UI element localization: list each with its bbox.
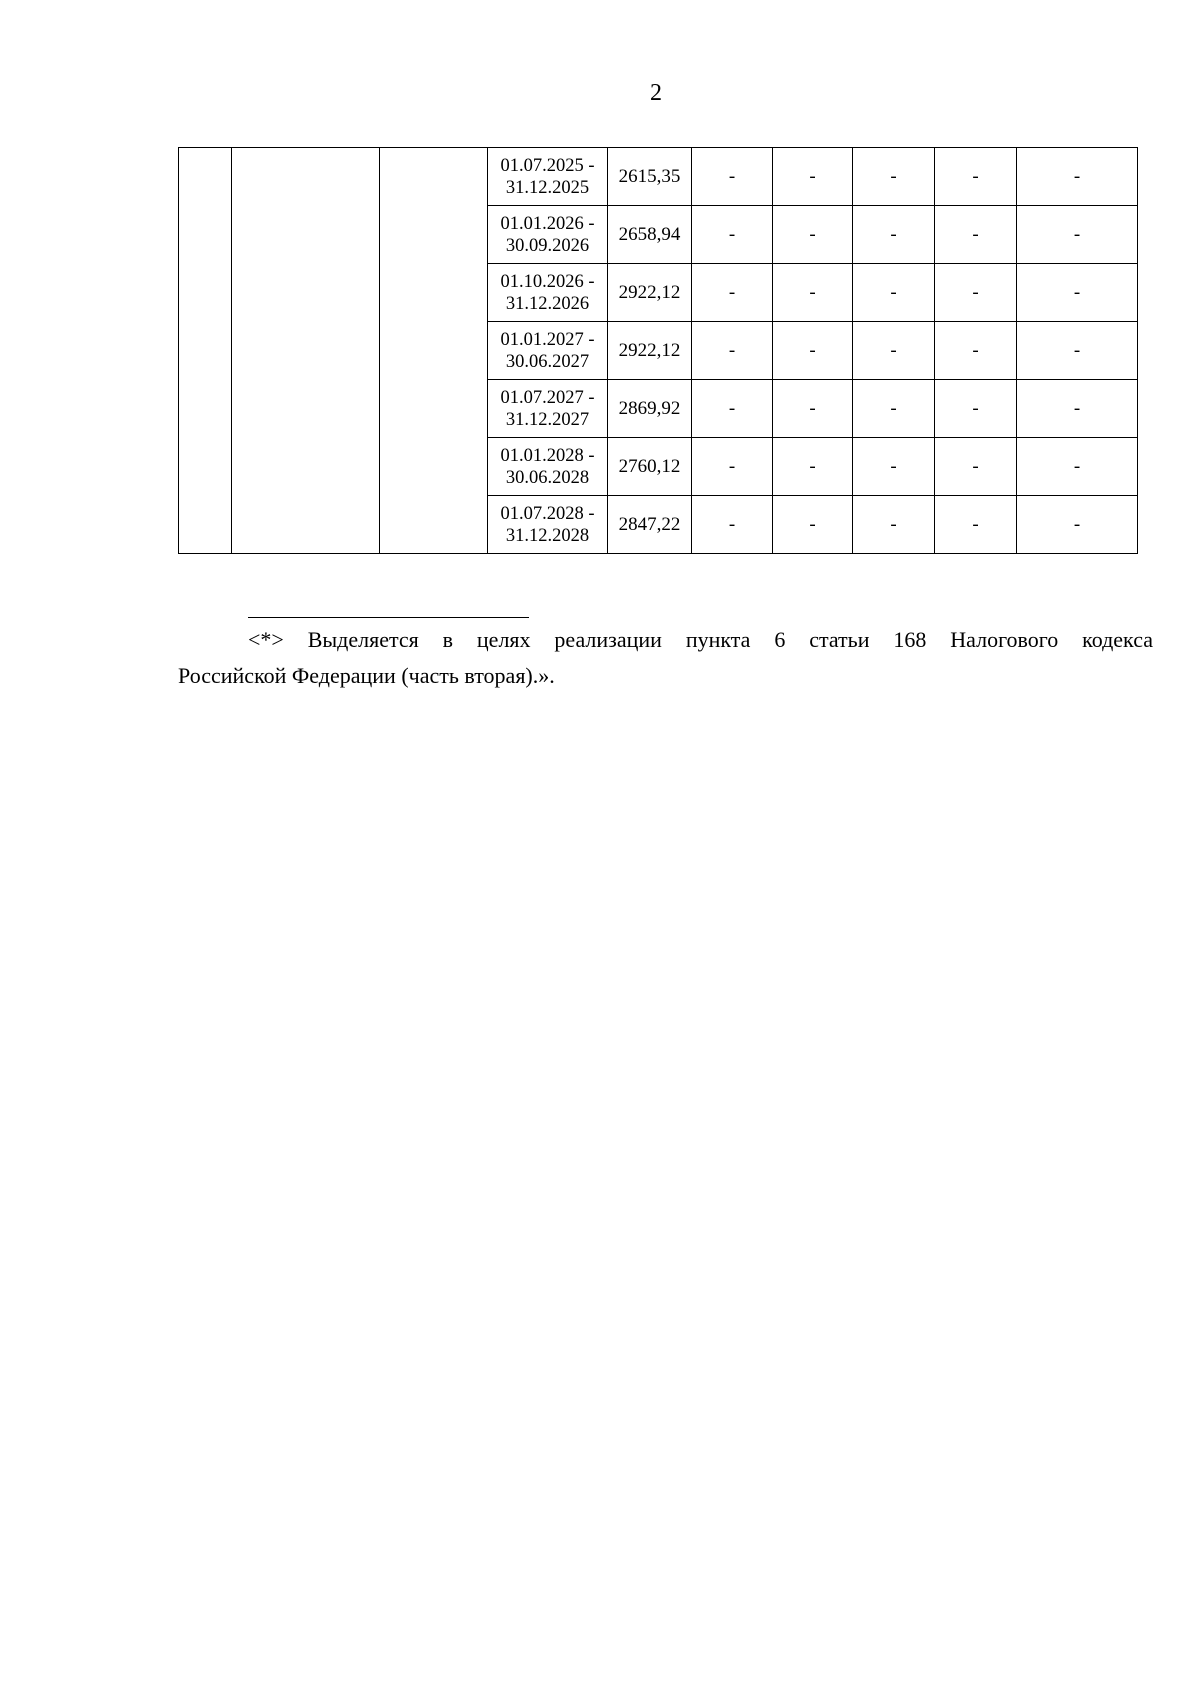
period-cell	[488, 496, 608, 554]
period-start: 01.01.2027 -	[500, 329, 595, 350]
dash-cell: -	[935, 206, 1017, 264]
dash-cell: -	[1017, 206, 1138, 264]
period-start: 01.01.2028 -	[500, 445, 595, 466]
table-row	[179, 148, 1138, 206]
dash-cell: -	[773, 264, 853, 322]
period-cell	[488, 206, 608, 264]
dash-cell: -	[1017, 264, 1138, 322]
dash-cell: -	[853, 264, 935, 322]
dash-cell: -	[853, 496, 935, 554]
merged-empty-cell	[380, 148, 488, 554]
merged-empty-cell	[232, 148, 380, 554]
dash-cell: -	[1017, 322, 1138, 380]
period-end: 31.12.2026	[505, 293, 590, 314]
value-cell: 2847,22	[608, 496, 692, 554]
dash-cell: -	[773, 438, 853, 496]
dash-cell: -	[773, 496, 853, 554]
footnote	[178, 622, 1153, 694]
dash-cell: -	[935, 496, 1017, 554]
period-start: 01.07.2027 -	[500, 387, 595, 408]
value-cell: 2760,12	[608, 438, 692, 496]
value-cell: 2658,94	[608, 206, 692, 264]
footnote-line-2: Российской Федерации (часть вторая).».	[178, 663, 555, 688]
value-cell: 2869,92	[608, 380, 692, 438]
dash-cell: -	[935, 438, 1017, 496]
dash-cell: -	[935, 322, 1017, 380]
period-cell	[488, 148, 608, 206]
period-end: 30.09.2026	[505, 235, 590, 256]
dash-cell: -	[692, 496, 773, 554]
period-end: 30.06.2028	[505, 467, 590, 488]
merged-empty-cell	[179, 148, 232, 554]
period-end: 30.06.2027	[505, 351, 590, 372]
dash-cell: -	[853, 380, 935, 438]
period-end: 31.12.2025	[505, 177, 590, 198]
period-start: 01.07.2028 -	[500, 503, 595, 524]
period-start: 01.10.2026 -	[500, 271, 595, 292]
dash-cell: -	[773, 206, 853, 264]
dash-cell: -	[692, 206, 773, 264]
dash-cell: -	[692, 264, 773, 322]
dash-cell: -	[853, 206, 935, 264]
footnote-separator	[248, 617, 529, 618]
value-cell: 2922,12	[608, 264, 692, 322]
dash-cell: -	[692, 148, 773, 206]
period-end: 31.12.2027	[505, 409, 590, 430]
period-cell	[488, 438, 608, 496]
dash-cell: -	[1017, 380, 1138, 438]
dash-cell: -	[935, 148, 1017, 206]
dash-cell: -	[935, 380, 1017, 438]
dash-cell: -	[1017, 438, 1138, 496]
period-start: 01.01.2026 -	[500, 213, 595, 234]
dash-cell: -	[692, 322, 773, 380]
dash-cell: -	[773, 380, 853, 438]
footnote-line-1: <*> Выделяется в целях реализации пункта 6 статьи 168 Налогового кодекса	[248, 627, 1153, 652]
tariff-table	[178, 147, 1138, 554]
dash-cell: -	[935, 264, 1017, 322]
dash-cell: -	[692, 380, 773, 438]
page-number: 2	[650, 80, 662, 106]
dash-cell: -	[692, 438, 773, 496]
period-cell	[488, 264, 608, 322]
period-cell	[488, 380, 608, 438]
dash-cell: -	[1017, 148, 1138, 206]
value-cell: 2615,35	[608, 148, 692, 206]
period-start: 01.07.2025 -	[500, 155, 595, 176]
dash-cell: -	[773, 322, 853, 380]
dash-cell: -	[853, 148, 935, 206]
dash-cell: -	[1017, 496, 1138, 554]
period-cell	[488, 322, 608, 380]
dash-cell: -	[853, 322, 935, 380]
dash-cell: -	[853, 438, 935, 496]
value-cell: 2922,12	[608, 322, 692, 380]
period-end: 31.12.2028	[505, 525, 590, 546]
dash-cell: -	[773, 148, 853, 206]
